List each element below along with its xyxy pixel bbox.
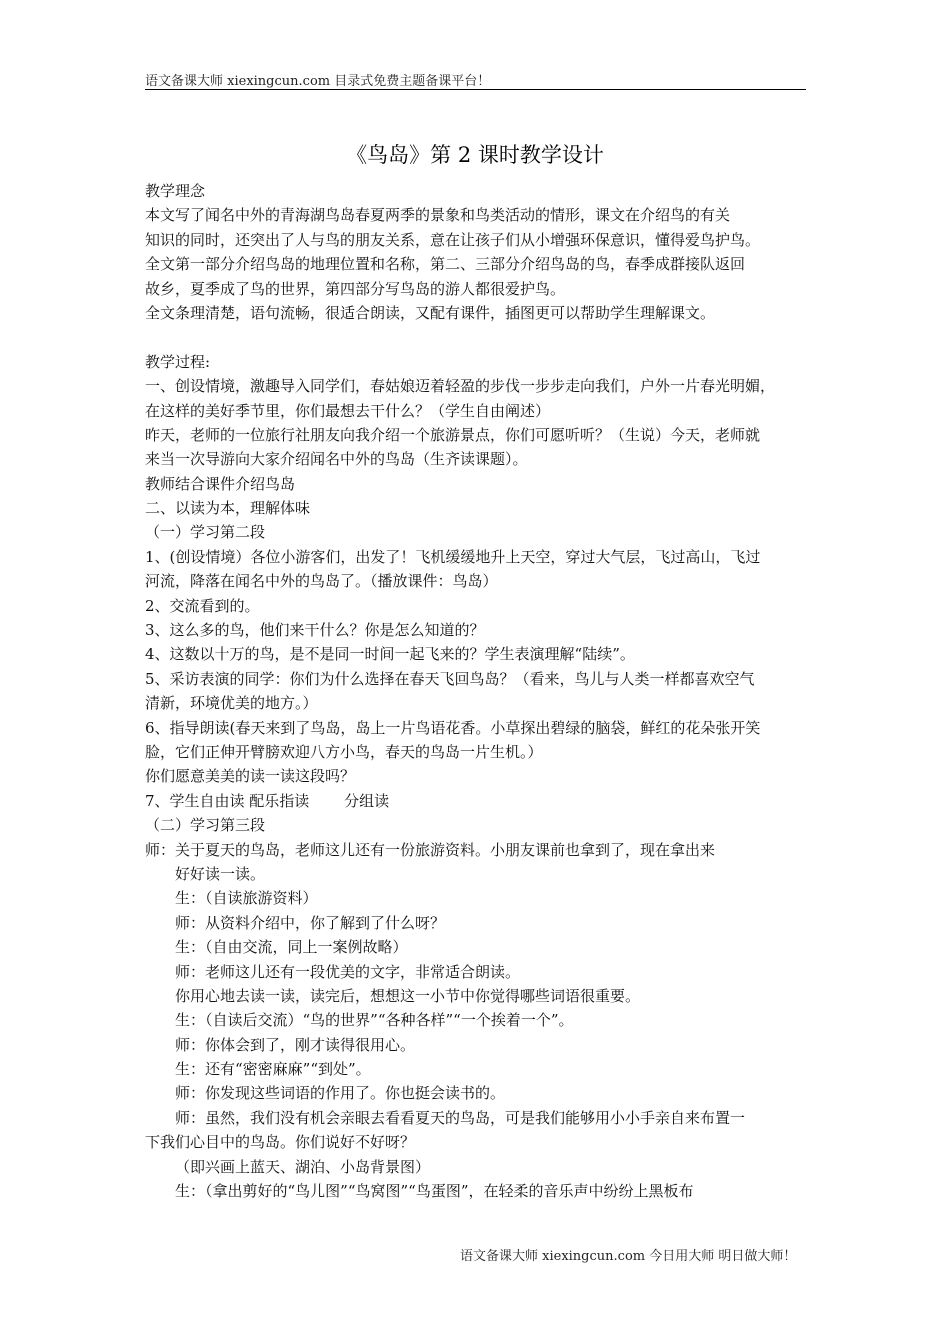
text-line: 生：（自由交流，同上一案例故略） [175, 938, 408, 957]
text-line: 来当一次导游向大家介绍闻名中外的鸟岛（生齐读课题）。 [145, 450, 528, 469]
text-line: 1、(创设情境）各位小游客们，出发了！飞机缓缓地升上天空，穿过大气层，飞过高山，飞过 [145, 547, 761, 566]
text-line: （一）学习第二段 [145, 523, 266, 542]
text-line: 昨天，老师的一位旅行社朋友向我介绍一个旅游景点，你们可愿听听？（生说）今天，老师就 [145, 425, 761, 444]
text-line: （二）学习第三段 [145, 816, 266, 835]
text-line: 你们愿意美美的读一读这段吗？ [145, 767, 356, 786]
text-line: 师：老师这儿还有一段优美的文字，非常适合朗读。 [175, 962, 521, 981]
text-line: 下我们心目中的鸟岛。你们说好不好呀？ [145, 1133, 416, 1152]
document-title: 《鸟岛》第 2 课时教学设计 [346, 143, 604, 167]
text-line: 教学过程: [145, 352, 211, 371]
text-line: 在这样的美好季节里，你们最想去干什么？（学生自由阐述） [145, 401, 551, 420]
text-line: 故乡，夏季成了鸟的世界，第四部分写鸟岛的游人都很爱护鸟。 [145, 279, 566, 298]
text-line: 2、交流看到的。 [145, 596, 260, 615]
text-line: 3、这么多的鸟，他们来干什么？你是怎么知道的？ [145, 621, 485, 640]
page-footer: 语文备课大师 xiexingcun.com 今日用大师 明日做大师！ [460, 1249, 797, 1264]
text-line: 生：（自读后交流）“鸟的世界”“各种各样”“一个挨着一个”。 [175, 1011, 574, 1030]
text-line: 师：你体会到了，刚才读得很用心。 [175, 1035, 416, 1054]
text-line: 4、这数以十万的鸟，是不是同一时间一起飞来的？学生表演理解“陆续”。 [145, 645, 635, 664]
text-line: 教师结合课件介绍鸟岛 [145, 474, 296, 493]
text-line: 生：还有“密密麻麻”“到处”。 [175, 1060, 371, 1079]
text-line: 师：虽然，我们没有机会亲眼去看看夏天的鸟岛，可是我们能够用小小手亲自来布置一 [175, 1108, 746, 1127]
text-line: 二、以读为本，理解体味 [145, 499, 311, 518]
text-line: 本文写了闻名中外的青海湖鸟岛春夏两季的景象和鸟类活动的情形，课文在介绍鸟的有关 [145, 206, 731, 225]
text-line: 师：从资料介绍中，你了解到了什么呀？ [175, 913, 446, 932]
text-line: 一、创设情境，激趣导入同学们，春姑娘迈着轻盈的步伐一步步走向我们，户外一片春光明媚， [145, 377, 776, 396]
text-line: 6、指导朗读(春天来到了鸟岛，岛上一片鸟语花香。小草探出碧绿的脑袋，鲜红的花朵张开笑 [145, 718, 761, 737]
text-line: 生：（拿出剪好的“鸟儿图”“鸟窝图”“鸟蛋图”，在轻柔的音乐声中纷纷上黑板布 [175, 1182, 694, 1201]
text-line: 师：关于夏天的鸟岛，老师这儿还有一份旅游资料。小朋友课前也拿到了，现在拿出来 [145, 840, 716, 859]
text-line [145, 325, 810, 349]
page-header: 语文备课大师 xiexingcun.com 目录式免费主题备课平台！ [145, 74, 491, 89]
text-line: 全文第一部分介绍鸟岛的地理位置和名称，第二、三部分介绍鸟岛的鸟，春季成群接队返回 [145, 255, 746, 274]
text-line: 你用心地去读一读，读完后，想想这一小节中你觉得哪些词语很重要。 [175, 986, 641, 1005]
text-line: 教学理念 [145, 182, 206, 200]
text-line: 7、学生自由读 配乐指读 分组读 [145, 791, 390, 810]
text-line: 全文条理清楚，语句流畅，很适合朗读，又配有课件，插图更可以帮助学生理解课文。 [145, 303, 716, 322]
text-line: 生：（自读旅游资料） [175, 889, 318, 908]
text-line: 河流，降落在闻名中外的鸟岛了。（播放课件：鸟岛） [145, 572, 498, 591]
text-line: 清新，环境优美的地方。） [145, 694, 318, 713]
text-line: 好好读一读。 [175, 864, 266, 883]
document-body [145, 179, 810, 1203]
text-line: 5、采访表演的同学：你们为什么选择在春天飞回鸟岛？（看来，鸟儿与人类一样都喜欢空气 [145, 669, 755, 688]
text-line: 师：你发现这些词语的作用了。你也挺会读书的。 [175, 1084, 506, 1103]
text-line: 脸，它们正伸开臂膀欢迎八方小鸟，春天的鸟岛一片生机。） [145, 742, 543, 761]
text-line: 知识的同时，还突出了人与鸟的朋友关系，意在让孩子们从小增强环保意识，懂得爱鸟护鸟。 [145, 230, 761, 249]
text-line: （即兴画上蓝天、湖泊、小岛背景图） [175, 1157, 431, 1176]
header-divider [145, 89, 806, 90]
